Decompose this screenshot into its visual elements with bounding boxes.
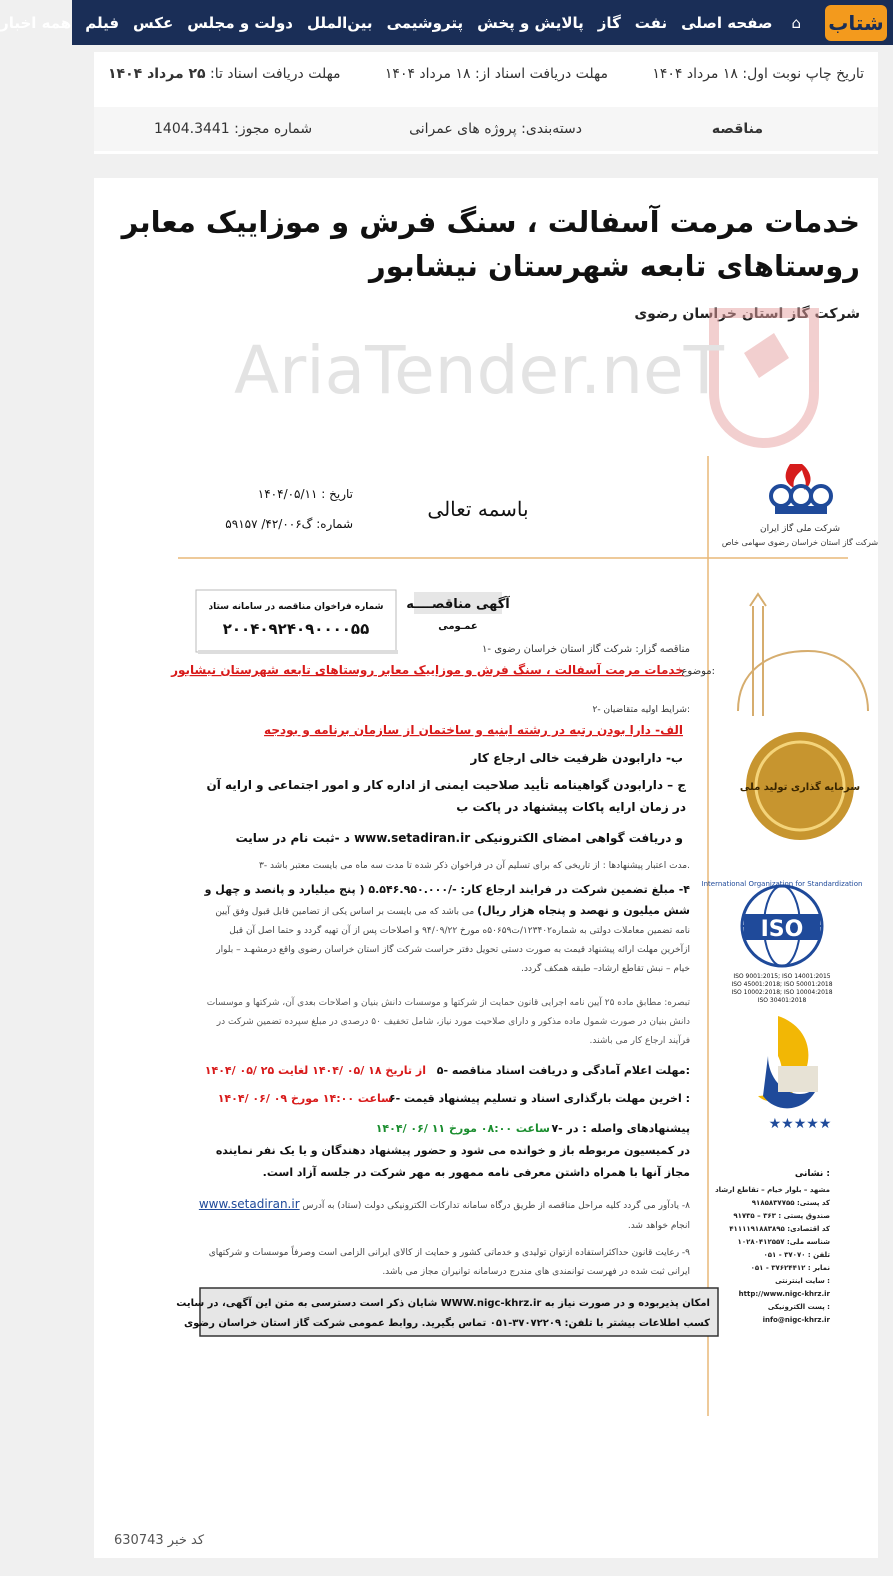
nav-item-video[interactable]: فیلم [85, 13, 120, 32]
setadiran-link[interactable]: www.setadiran.ir [198, 1197, 300, 1211]
iso-codes-1: ISO 9001:2015; ISO 14001:2015 [733, 973, 831, 980]
iso-text: ISO [760, 917, 804, 942]
item-6-label: ۶- اخرین مهلت بارگذاری اسناد و تسلیم پیشنهاد قیمت : [388, 1092, 690, 1105]
receive-to: مهلت دریافت اسناد تا: ۲۵ مرداد ۱۴۰۴ [108, 66, 341, 82]
item-2b: ب- دارابودن ظرفیت خالی ارجاع کار [470, 751, 683, 765]
site-logo[interactable]: شتاب [825, 5, 887, 41]
item-7-rest: در کمیسیون مربوطه باز و خوانده می شود و حضور پیشنهاد دهندگان و یا یک نفر نماینده مجاز آنها با همراه داشتن معرفی نامه ممهور به مهر شرکت در جلسه آزاد است. [215, 1144, 690, 1179]
iso-title: International Organization for Standardization [701, 880, 863, 888]
news-code: کد خبر 630743 [114, 1533, 205, 1548]
article-card [94, 178, 878, 1558]
address-line: سایت اینترنتی : [775, 1277, 830, 1285]
item-7-value: ساعت ۰۸:۰۰ مورخ ۱۱ /۰۶ /۱۴۰۴ [375, 1122, 550, 1135]
setad-number: ۲۰۰۴۰۹۲۴۰۹۰۰۰۰۵۵ [222, 620, 370, 638]
item-8-text: ۸- یادآور می گردد کلیه مراحل مناقصه از طریق درگاه سامانه تدارکات الکترونیکی دولت (ستاد) به آدرس [302, 1201, 690, 1211]
home-icon[interactable]: ⌂ [791, 13, 801, 32]
nav-item-photo[interactable]: عکس [133, 13, 174, 32]
logo-caption-1: شرکت ملی گاز ایران [760, 524, 840, 534]
nav-item-all-news[interactable]: همه اخبار [0, 13, 72, 32]
nav-item-refining[interactable]: پالایش و پخش [477, 13, 584, 32]
nav-item-government[interactable]: دولت و مجلس [187, 13, 293, 32]
nav-item-oil[interactable]: نفت [634, 13, 668, 32]
nav-item-gas[interactable]: گاز [597, 13, 621, 32]
company-name[interactable]: شرکت گاز استان خراسان رضوی [634, 306, 860, 322]
iso-codes-3: ISO 10002:2018; ISO 10004:2018 [731, 989, 833, 996]
address-line: کد پستی: ۹۱۸۵۸۳۷۷۵۵ [751, 1199, 830, 1207]
item-4 [198, 880, 690, 979]
address-line: شناسه ملی: ۱۰۲۸۰۴۱۲۵۵۷ [737, 1238, 830, 1246]
subject-text: خدمات مرمت آسفالت ، سنگ فرش و موزاییک معابر روستاهای تابعه شهرستان نیشابور [171, 663, 684, 677]
license-number: شماره مجوز: 1404.3441 [154, 121, 313, 137]
mosque-icon [738, 594, 868, 716]
nav-item-petrochemical[interactable]: پتروشیمی [386, 13, 464, 32]
nav-item-international[interactable]: بین‌الملل [306, 13, 373, 32]
item-8 [198, 1194, 690, 1236]
iso-codes-2: ISO 45001:2018; ISO 50001:2018 [731, 981, 833, 988]
item-4-amount: ۴- مبلغ تضمین شرکت در فرایند ارجاع کار: -/۵.۵۴۶.۹۵۰.۰۰۰ ( پنج میلیارد و پانصد و چهل و شش میلیون و نهصد و پنجاه هزار ریال) [204, 883, 690, 917]
watermark [224, 298, 844, 438]
iso-codes-4: ISO 30401:2018 [757, 997, 807, 1004]
print-date: تاریخ چاپ نوبت اول: ۱۸ مرداد ۱۴۰۴ [652, 66, 864, 82]
address-line: نمابر : ۳۷۶۲۴۴۱۲ - ۰۵۱ [750, 1264, 830, 1272]
top-navbar [0, 0, 893, 45]
nigc-logo-icon [771, 464, 831, 514]
address-line: پست الکترونیکی : [767, 1303, 830, 1311]
item-4-rest: می باشد که می بایست بر اساس یکی از تضامین قابل قبول وفق آیین نامه تضمین معاملات دولتی به شماره۱۲۳۴۰۲/ت۵۰۶۵۹ه مورخ ۹۴/۰۹/۲۲ و اصلاحات پس از آن تهیه گردد و حتما اصل آن قبل ازآخرین مهلت ارائه پیشنهاد قیمت به صورت دستی تحویل دفتر حراست شرکت گاز استان خراسان رضوی واقع درمشهـد – بلوار خیام – نبش تقاطع ارشاد– طبقه همکف گردد. [215, 907, 690, 974]
tender-category: دسته‌بندی: پروژه های عمرانی [409, 121, 582, 137]
item-2d: د -ثبت نام در سایت www.setadiran.ir و دریافت گواهی امضای الکترونیکی [235, 831, 683, 845]
tender-type: مناقصه [711, 121, 763, 137]
main-nav [0, 0, 801, 45]
basmala: باسمه تعالی [427, 497, 529, 521]
subject-label: موضوع: [681, 666, 715, 677]
tender-info-box [94, 52, 878, 154]
doc-number: شماره: گ۴۲/۰۰۶/ ۵۹۱۵۷ [225, 517, 353, 531]
award-logo-icon [758, 1016, 831, 1132]
address-title: نشانی : [794, 1169, 830, 1179]
address-line: مشهد – بلوار خیام – تقاطع ارشاد [715, 1186, 830, 1194]
logo-caption-2: شرکت گاز استان خراسان رضوی سهامی خاص [721, 538, 879, 547]
item-2c: ج – دارابودن گواهینامه تأیید صلاحیت ایمنی از اداره کار و امور اجتماعی و ارایه آن در زمان ارایه پاکات پیشنهاد در پاکت ب [206, 778, 686, 814]
notice-subtitle: عمـومی [438, 621, 478, 632]
item-8-end: انجام خواهد شد. [627, 1221, 690, 1231]
item-9: ۹- رعایت قانون حداکثراستفاده ازتوان تولیدی و خدماتی کشور و حمایت از کالای ایرانی الزامی است وصرفاً موسسات و شرکتهای ایرانی ثبت شده در فهرست توانمندی های مندرج درسامانه توانیران مجاز می باشد. [208, 1248, 690, 1277]
address-line: info@nigc-khrz.ir [762, 1316, 830, 1324]
item-5-value: از تاریخ ۱۸ /۰۵ /۱۴۰۴ لغایت ۲۵ /۰۵ /۱۴۰۴ [204, 1064, 426, 1077]
setad-label: شماره فراخوان مناقصه در سامانه ستاد [208, 602, 384, 612]
address-line: http://www.nigc-khrz.ir [738, 1290, 830, 1298]
item-7-label: ۷- پیشنهادهای واصله : در [551, 1122, 690, 1135]
item-2: ۲- شرایط اولیه متقاضیان: [592, 705, 690, 715]
footer-line-1: شایان ذکر است دسترسی به متن این آگهی، در سایت WWW.nigc-khrz.ir امکان پذیربوده و در صورت نیاز به [176, 1298, 710, 1309]
item-6-value: ساعت ۱۴:۰۰ مورخ ۰۹ /۰۶ /۱۴۰۴ [217, 1092, 392, 1105]
nav-item-home[interactable]: صفحه اصلی [681, 13, 773, 32]
receive-from: مهلت دریافت اسناد از: ۱۸ مرداد ۱۴۰۴ [384, 66, 608, 82]
footer-line-2: کسب اطلاعات بیشتر با تلفن: ۳۷۰۷۲۲۰۹-۰۵۱ تماس بگیرید. روابط عمومی شرکت گاز استان خراسان رضوی [184, 1318, 710, 1329]
watermark-text: AriaTender.neT [234, 332, 724, 409]
item-5-label: ۵- مهلت اعلام آمادگی و دریافت اسناد مناقصه: [436, 1064, 690, 1077]
item-3: ۳- مدت اعتبار پیشنهادها : از تاریخی که برای تسلیم آن در فراخوان ذکر شده تا مدت سه ماه می بایست معتبر باشد. [258, 861, 690, 871]
watermark-logo-icon [714, 313, 814, 443]
address-line: صندوق پستی : ۳۶۳ – ۹۱۷۳۵ [733, 1212, 830, 1220]
svg-text:★★★★★: ★★★★★ [768, 1116, 832, 1132]
tender-notice-image [171, 456, 879, 1416]
page-title: خدمات مرمت آسفالت ، سنگ فرش و موزاییک معابر روستاهای تابعه شهرستان نیشابور [121, 205, 860, 283]
item-2a: الف- دارا بودن رتبه در رشته ابنیه و ساختمان از سازمان برنامه و بودجه [264, 723, 683, 737]
address-line: تلفن : ۳۷۰۷۰ - ۰۵۱ [763, 1251, 830, 1259]
seal-text: سرمایه گذاری تولید ملی [739, 782, 861, 793]
address-line: کد اقتصادی: ۴۱۱۱۱۹۱۸۸۳۸۹۵ [729, 1225, 830, 1233]
doc-date: تاریخ : ۱۴۰۴/۰۵/۱۱ [257, 487, 353, 501]
notice-title: آگهی مناقصــــه [406, 597, 510, 612]
note: تبصره: مطابق ماده ۲۵ آیین نامه اجرایی قانون حمایت از شرکتها و موسسات دانش بنیان و اصلاحات بعدی آن، شرکتها و موسسات دانش بنیان در صورت شمول ماده مذکور و دارای صلاحیت مورد نیاز، شامل تخفیف ۵۰ درصدی در مبلغ سپرده تضمین شرکت در فرآیند ارجاع کار می باشند. [206, 998, 690, 1046]
item-1: ۱- مناقصه گزار: شرکت گاز استان خراسان رضوی [482, 644, 690, 655]
